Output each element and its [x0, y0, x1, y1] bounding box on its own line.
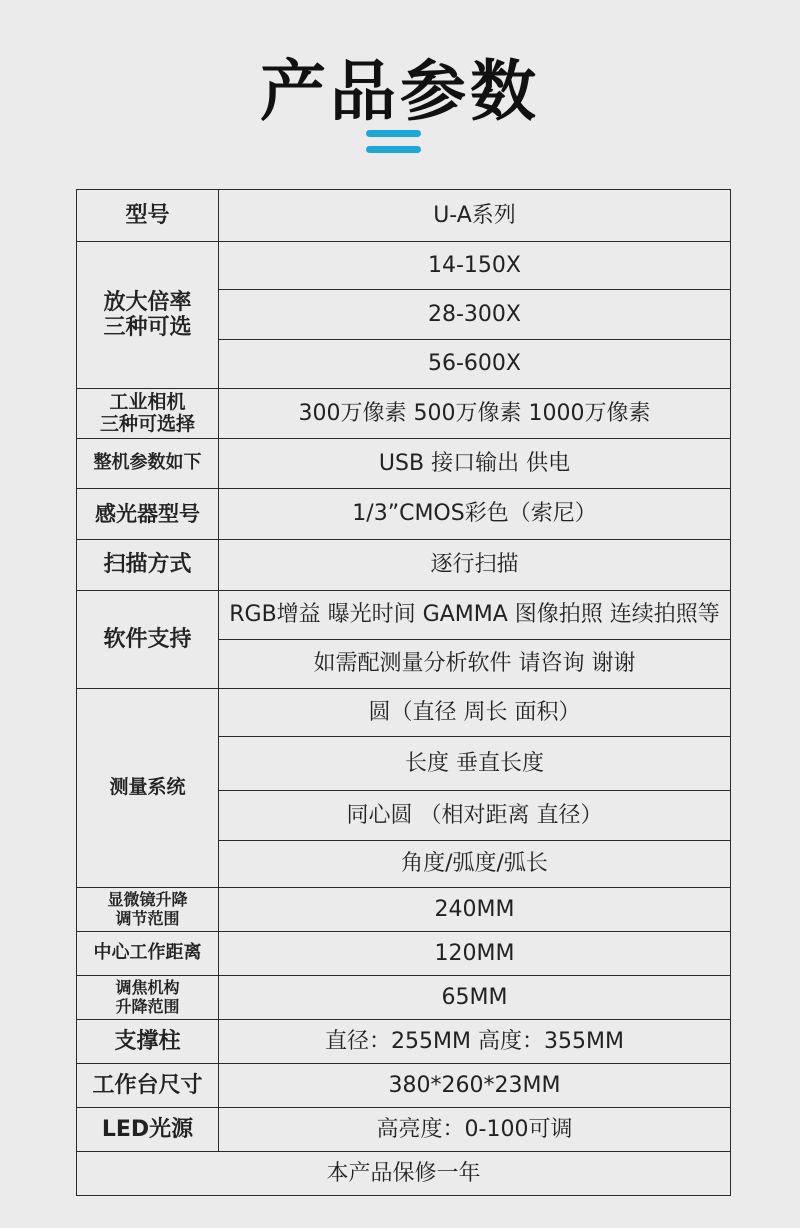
row-value-output: USB 接口输出 供电: [219, 439, 731, 489]
row-label-stage: 工作台尺寸: [77, 1064, 219, 1108]
table-row: [77, 439, 731, 489]
table-row: [77, 190, 731, 242]
focus-range-label-line-1: 调焦机构: [115, 978, 180, 998]
row-value-stage: 380*260*23MM: [219, 1064, 731, 1108]
row-label-led: LED光源: [77, 1108, 219, 1152]
lift-range-label-line-2: 调节范围: [115, 908, 180, 928]
table-row: [77, 1108, 731, 1152]
software-feature: RGB增益 曝光时间 GAMMA 图像拍照 连续拍照等: [219, 591, 731, 640]
magnification-option: 14-150X: [219, 242, 731, 290]
row-label-scan: 扫描方式: [77, 540, 219, 591]
row-value-scan: 逐行扫描: [219, 540, 731, 591]
row-value-model: U-A系列: [219, 190, 731, 242]
row-label-center-distance: 中心工作距离: [77, 932, 219, 976]
software-feature: 如需配测量分析软件 请咨询 谢谢: [219, 640, 731, 689]
measurement-item: 同心圆 （相对距离 直径）: [219, 791, 731, 841]
table-row: [77, 489, 731, 540]
camera-label-line-1: 工业相机: [109, 390, 186, 413]
table-row: [77, 932, 731, 976]
row-value-pillar: 直径：255MM 高度：355MM: [219, 1020, 731, 1064]
table-row: [77, 1064, 731, 1108]
focus-range-label-line-2: 升降范围: [115, 996, 180, 1016]
row-label-focus-range: [77, 976, 219, 1020]
warranty-note: 本产品保修一年: [77, 1152, 731, 1196]
title-underline-top: [366, 130, 421, 137]
row-value-focus-range: 65MM: [219, 976, 731, 1020]
spec-table: [76, 189, 731, 1196]
camera-label-line-2: 三种可选择: [99, 412, 195, 435]
page-title: 产品参数: [260, 53, 540, 130]
table-row: [77, 888, 731, 932]
magnification-label-line-2: 三种可选: [103, 315, 192, 340]
magnification-label-line-1: 放大倍率: [103, 289, 192, 315]
table-row: [77, 1020, 731, 1064]
measurement-item: 角度/弧度/弧长: [219, 841, 731, 888]
measurement-item: 长度 垂直长度: [219, 737, 731, 791]
row-label-measurement: 测量系统: [77, 689, 219, 888]
row-label-pillar: 支撑柱: [77, 1020, 219, 1064]
table-row: [77, 976, 731, 1020]
row-label-software: 软件支持: [77, 591, 219, 689]
measurement-item: 圆（直径 周长 面积）: [219, 689, 731, 737]
magnification-option: 28-300X: [219, 290, 731, 340]
table-row: [77, 389, 731, 439]
lift-range-label-line-1: 显微镜升降: [107, 890, 188, 910]
magnification-option: 56-600X: [219, 340, 731, 389]
row-value-center-distance: 120MM: [219, 932, 731, 976]
table-row: [77, 591, 731, 640]
title-underline-bottom: [366, 146, 421, 153]
row-label-lift-range: [77, 888, 219, 932]
table-row: [77, 242, 731, 290]
row-value-lift-range: 240MM: [219, 888, 731, 932]
row-label-sensor: 感光器型号: [77, 489, 219, 540]
row-label-camera: [77, 389, 219, 439]
table-row: [77, 689, 731, 737]
row-value-led: 高亮度：0-100可调: [219, 1108, 731, 1152]
row-label-output: 整机参数如下: [77, 439, 219, 489]
row-label-model: 型号: [77, 190, 219, 242]
row-value-sensor: 1/3”CMOS彩色（索尼）: [219, 489, 731, 540]
row-label-magnification: [77, 242, 219, 389]
table-row: [77, 540, 731, 591]
table-row: [77, 1152, 731, 1196]
row-value-camera: 300万像素 500万像素 1000万像素: [219, 389, 731, 439]
